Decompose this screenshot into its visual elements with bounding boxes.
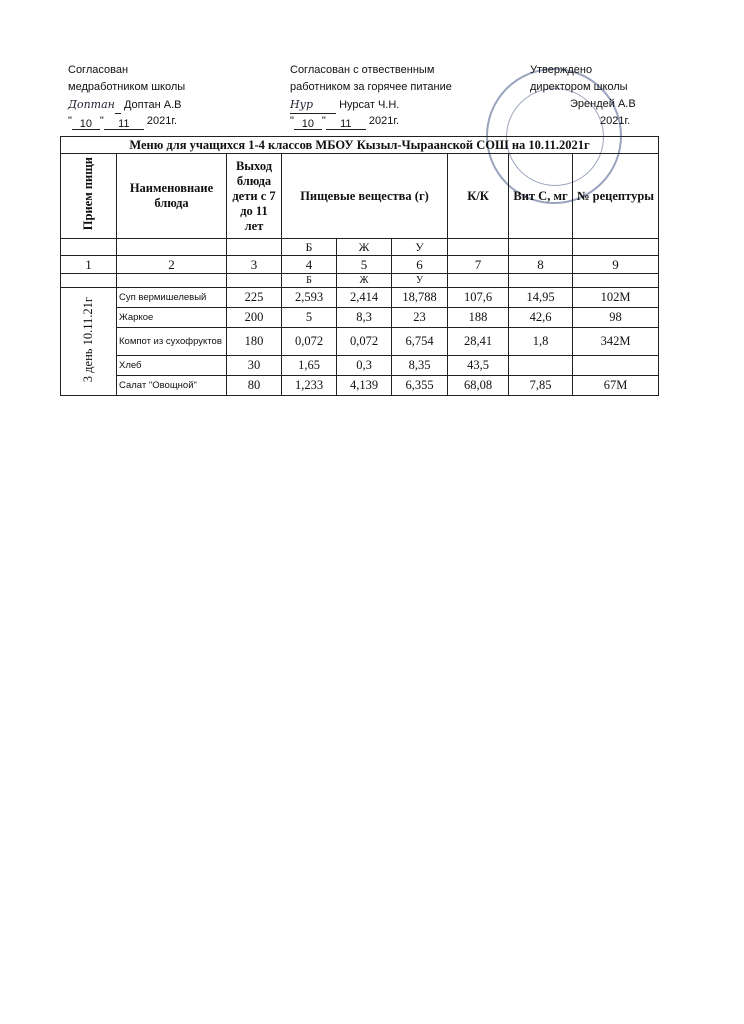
header-vitc: Вит С, мг [509,154,573,239]
day-label: 3 день 10.11.21г [61,288,117,396]
dish-b: 0,072 [282,328,337,356]
col-number: 1 [61,256,117,274]
dish-zh: 0,072 [337,328,392,356]
food-date-day: 10 [294,116,322,130]
dish-u: 6,355 [392,376,448,396]
col-number: 5 [337,256,392,274]
dish-zh: 4,139 [337,376,392,396]
med-date-year: 2021г. [146,115,178,127]
header-dish: Наименовнаие блюда [117,154,227,239]
dish-zh: 8,3 [337,308,392,328]
dish-yield: 80 [227,376,282,396]
dish-yield: 30 [227,356,282,376]
dish-recipe: 98 [573,308,659,328]
sub2-zh: Ж [337,274,392,288]
header-yield: Выход блюда дети с 7 до 11 лет [227,154,282,239]
col-number: 6 [392,256,448,274]
dish-zh: 0,3 [337,356,392,376]
table-row [61,288,659,308]
approval-food-line1: Согласован с отвественным [290,64,435,76]
dish-recipe [573,356,659,376]
dish-u: 6,754 [392,328,448,356]
dish-yield: 180 [227,328,282,356]
approval-med-line1: Согласован [68,64,129,76]
dish-kk: 43,5 [448,356,509,376]
approval-director-line1: Утверждено [530,64,593,76]
dish-yield: 225 [227,288,282,308]
table-title: Меню для учащихся 1-4 классов МБОУ Кызыл-Чыраанской СОШ на 10.11.2021г [61,137,659,154]
approval-med: Согласован медработником школы Доптан Доптан А.В " 10 " 11 2021г. [68,64,186,130]
dish-vitc: 7,85 [509,376,573,396]
col-number: 8 [509,256,573,274]
dish-name: Салат "Овощной" [117,376,227,396]
dish-vitc: 14,95 [509,288,573,308]
food-signer: Нурсат Ч.Н. [339,99,400,111]
food-date-year: 2021г. [368,115,400,127]
menu-table [60,136,659,396]
food-date-month: 11 [326,116,366,130]
med-date-day: 10 [72,116,100,130]
dish-name: Компот из сухофруктов [117,328,227,356]
dish-name: Жаркое [117,308,227,328]
dish-u: 23 [392,308,448,328]
med-signer: Доптан А.В [123,99,182,111]
dish-b: 1,65 [282,356,337,376]
table-row [61,328,659,356]
header-meal: Прием пищи [61,154,117,239]
dish-b: 2,593 [282,288,337,308]
col-number: 7 [448,256,509,274]
dish-b: 5 [282,308,337,328]
header-nutrients: Пищевые вещества (г) [282,154,448,239]
sub-zh: Ж [337,239,392,256]
sub2-u: У [392,274,448,288]
dish-u: 8,35 [392,356,448,376]
approval-food: Согласован с отвественным работником за горячее питание Нур Нурсат Ч.Н. " 10 " 11 2021г. [290,64,452,130]
dish-u: 18,788 [392,288,448,308]
dish-name: Суп вермишелевый [117,288,227,308]
dish-vitc [509,356,573,376]
dish-yield: 200 [227,308,282,328]
dish-recipe: 342М [573,328,659,356]
dish-kk: 107,6 [448,288,509,308]
dish-kk: 188 [448,308,509,328]
director-signer: Эрендей А.В [570,98,636,110]
food-signature: Нур [290,96,336,114]
col-number: 3 [227,256,282,274]
approval-director-line2: директором школы [530,81,628,93]
sub2-b: Б [282,274,337,288]
dish-recipe: 102М [573,288,659,308]
dish-kk: 68,08 [448,376,509,396]
table-row [61,308,659,328]
col-number: 9 [573,256,659,274]
med-date-month: 11 [104,116,144,130]
dish-vitc: 1,8 [509,328,573,356]
col-number: 4 [282,256,337,274]
header-kcal: К/К [448,154,509,239]
dish-vitc: 42,6 [509,308,573,328]
approval-director [530,62,636,130]
table-row [61,376,659,396]
dish-b: 1,233 [282,376,337,396]
col-number: 2 [117,256,227,274]
dish-recipe: 67М [573,376,659,396]
dish-name: Хлеб [117,356,227,376]
approval-food-line2: работником за горячее питание [290,81,452,93]
sub-b: Б [282,239,337,256]
director-date-year: 2021г. [600,115,631,127]
header-recipe: № рецептуры [573,154,659,239]
med-signature: Доптан [68,98,115,111]
dish-kk: 28,41 [448,328,509,356]
approval-med-line2: медработником школы [68,81,186,93]
table-row [61,356,659,376]
dish-zh: 2,414 [337,288,392,308]
sub-u: У [392,239,448,256]
